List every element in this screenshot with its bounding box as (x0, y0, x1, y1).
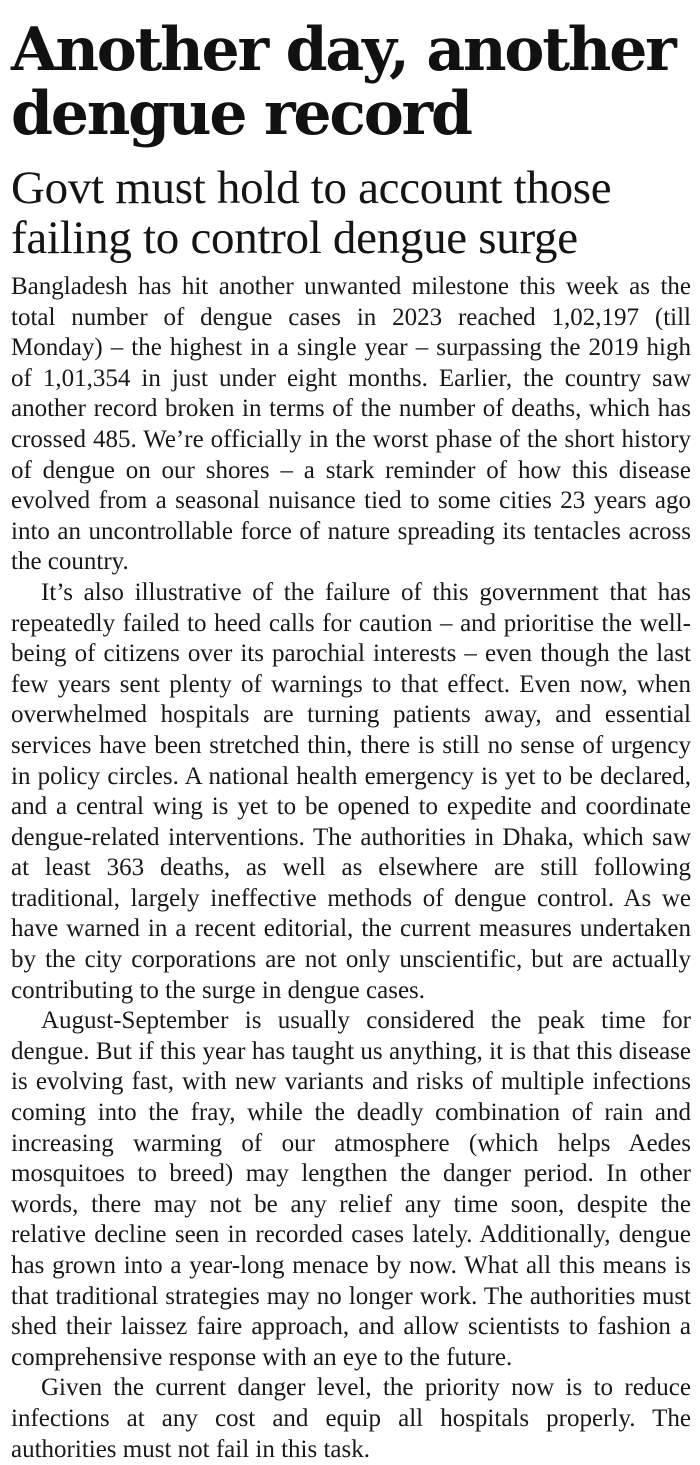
article-body (11, 272, 691, 1465)
body-paragraph-2: It’s also illustrative of the failure of this government that has repeatedly failed to heed calls for caution – and prioritise the well-being of citizens over its parochial interests – even though the last few years sent plenty of warnings to that effect. Even now, when overwhelmed hospitals are turning patients away, and essential services have been stretched thin, there is still no sense of urgency in policy circles. A national health emergency is yet to be declared, and a central wing is yet to be opened to expedite and coordinate dengue-related interventions. The authorities in Dhaka, which saw at least 363 deaths, as well as elsewhere are still following traditional, largely ineffective methods of dengue control. As we have warned in a recent editorial, the current measures undertaken by the city corporations are not only unscientific, but are actually contributing to the surge in dengue cases. (11, 578, 691, 1004)
headline: Another day, another dengue record (11, 15, 675, 149)
body-paragraph-1: Bangladesh has hit another unwanted milestone this week as the total number of dengue cases in 2023 reached 1,02,197 (till Monday) – the highest in a single year – surpassing the 2019 high of 1,01,354 in just under eight months. Earlier, the country saw another record broken in terms of the number of deaths, which has crossed 485. We’re officially in the worst phase of the short history of dengue on our shores – a stark reminder of how this disease evolved from a seasonal nuisance tied to some cities 23 years ago into an uncontrollable force of nature spreading its tentacles across the country. (11, 273, 691, 576)
body-paragraph-4: Given the current danger level, the priority now is to reduce infections at any cost and equip all hospitals properly. The authorities must not fail in this task. (11, 1374, 691, 1463)
subheadline: Govt must hold to account those failing to control dengue surge (11, 162, 612, 264)
body-paragraph-3: August-September is usually considered the peak time for dengue. But if this year has taught us anything, it is that this disease is evolving fast, with new variants and risks of multiple infections coming into the fray, while the deadly combination of rain and increasing warming of our atmosphere (which helps Aedes mosquitoes to breed) may lengthen the danger period. In other words, there may not be any relief any time soon, despite the relative decline seen in recorded cases lately. Additionally, dengue has grown into a year-long menace by now. What all this means is that traditional strategies may no longer work. The authorities must shed their laissez faire approach, and allow scientists to fashion a comprehensive response with an eye to the future. (11, 1007, 691, 1371)
